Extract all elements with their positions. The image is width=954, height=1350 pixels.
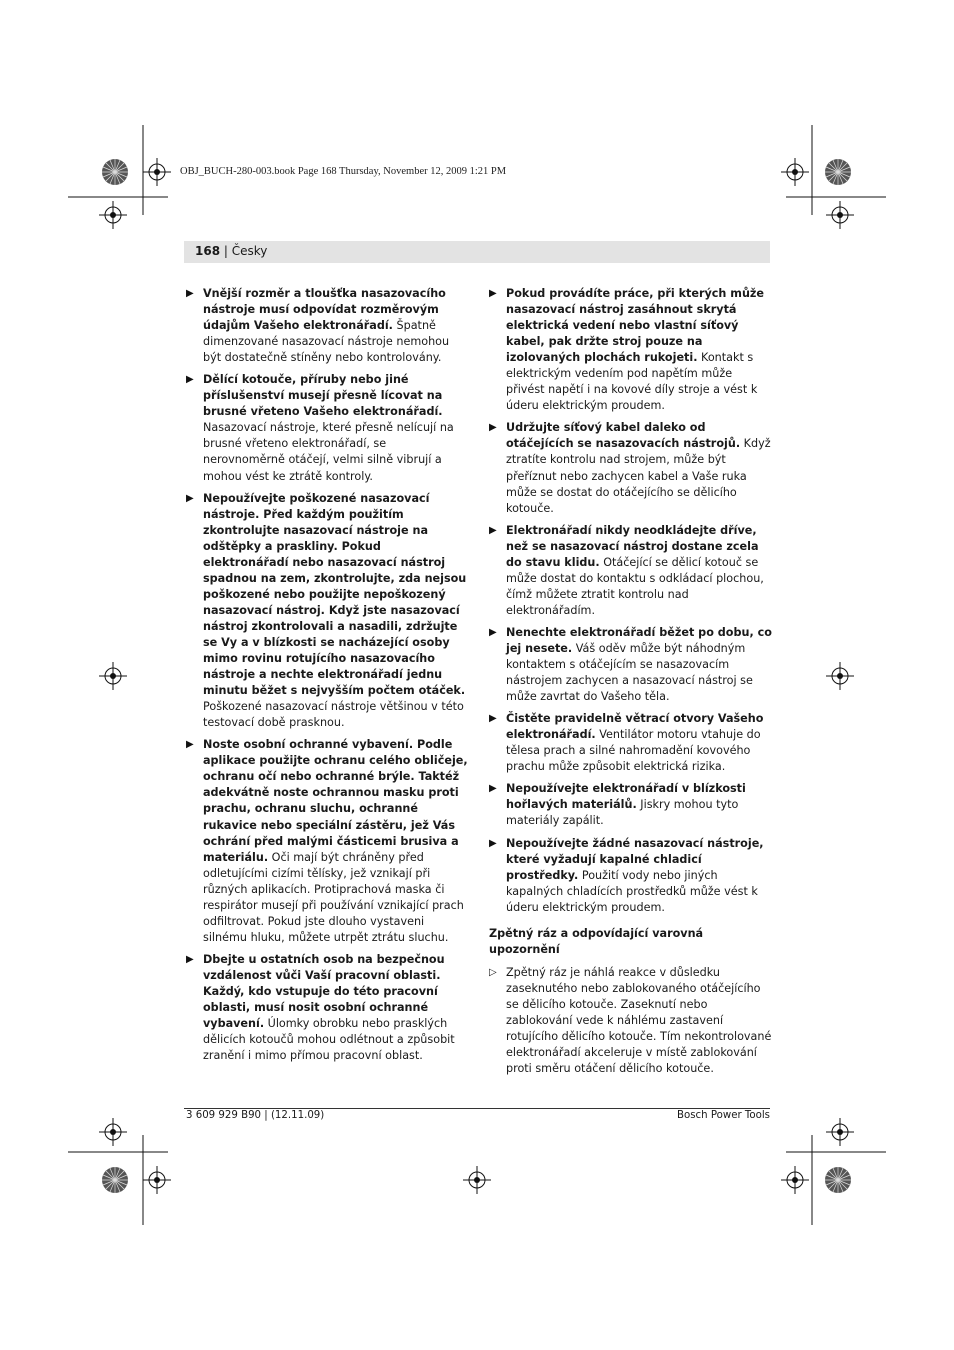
list-item — [186, 952, 468, 1064]
triangle-right-solid-icon: ▶ — [489, 837, 497, 849]
triangle-right-solid-icon: ▶ — [186, 492, 194, 504]
item-bold-text: Čistěte pravidelně větrací otvory Vašeho elektronářadí. — [506, 712, 764, 742]
page-number: 168 — [195, 244, 221, 258]
item-text: Poškozené nasazovací nástroje většinou v této testovací době prasknou. — [203, 700, 464, 730]
item-text: Když ztratíte kontrolu nad strojem, může být přeříznut nebo zachycen kabel a Vaše ruka může se dostat do otáčejícího se dělicího kotouče. — [506, 437, 771, 515]
item-text: Otáčející se dělicí kotouč se může dostat do kontaktu s odkládací plochou, čímž můžete ztratit kontrolu nad elektronářadím. — [506, 555, 764, 617]
triangle-right-solid-icon: ▶ — [186, 953, 194, 965]
triangle-right-solid-icon: ▶ — [489, 626, 497, 638]
crosshair-registration-icon — [99, 201, 127, 229]
list-item — [489, 523, 773, 619]
item-bold-text: Noste osobní ochranné vybavení. Podle aplikace použijte ochranu celého obličeje, ochranu očí nebo ochranné brýle. Taktéž adekvátně noste ochrannou masku proti prachu, ochranu sluchu, ochranné rukavice nebo speciální zástěru, jež Vás ochrání před malými částicemi brusiva a materiálu. — [203, 738, 468, 864]
triangle-right-solid-icon: ▶ — [489, 422, 497, 434]
item-text: Kontakt s elektrickým vedením pod napětím může přivést napětí i na kovové díly stroje a vést k úderu elektrickým proudem. — [506, 351, 758, 413]
list-item — [186, 491, 468, 732]
crosshair-registration-icon — [99, 662, 127, 690]
item-text: Úlomky obrobku nebo prasklých dělicích kotoučů mohou odlétnout a způsobit zranění i mimo přímou pracovní oblast. — [203, 1017, 455, 1063]
item-bold-text: Vnější rozměr a tloušťka nasazovacího nástroje musí odpovídat rozměrovým údajům Vašeho elektronářadí. — [203, 287, 446, 333]
item-text: Zpětný ráz je náhlá reakce v důsledku zaseknutého nebo zablokovaného otáčejícího se dělicího kotouče. Zaseknutí nebo zablokování vede k náhlému zastavení rotujícího dělicího kotouče. Tím nekontrolované elektronářadí akceleruje v místě zablokování proti směru otáčení dělicího kotouče. — [506, 965, 772, 1076]
list-item — [186, 737, 468, 946]
triangle-right-solid-icon: ▶ — [186, 288, 194, 299]
header-language: Česky — [231, 244, 268, 258]
triangle-right-solid-icon: ▶ — [489, 288, 497, 299]
triangle-right-solid-icon: ▶ — [489, 713, 497, 725]
starburst-target-icon — [825, 159, 851, 185]
triangle-right-outline-icon: ▷ — [489, 966, 497, 978]
crosshair-registration-icon — [826, 201, 854, 229]
list-item — [489, 781, 773, 829]
list-item — [186, 372, 468, 484]
list-item — [489, 625, 773, 705]
item-bold-text: Elektronářadí nikdy neodkládejte dříve, než se nasazovací nástroj dostane zcela do stavu klidu. — [506, 523, 759, 569]
starburst-target-icon — [825, 1167, 851, 1193]
item-bold-text: Nenechte elektronářadí běžet po dobu, co jej nesete. — [506, 625, 772, 655]
triangle-right-solid-icon: ▶ — [489, 524, 497, 536]
left-column — [186, 286, 468, 1070]
list-item — [489, 836, 773, 916]
starburst-target-icon — [102, 1167, 128, 1193]
crosshair-registration-icon — [781, 1166, 809, 1194]
starburst-target-icon — [102, 159, 128, 185]
item-bold-text: Dbejte u ostatních osob na bezpečnou vzdálenost vůči Vaší pracovní oblasti. Každý, kdo vstupuje do této pracovní oblasti, musí nosit osobní ochranné vybavení. — [203, 952, 445, 1031]
item-text: Oči mají být chráněny před odletujícími cizími tělísky, jež vznikají při různých aplikacích. Protiprachová maska či respirátor musejí při používání vznikající prach odfiltrovat. Pokud jste dlouho vystaveni silnému hluku, můžete utrpět ztrátu sluchu. — [203, 850, 464, 944]
list-item — [489, 965, 773, 1077]
item-bold-text: Nepoužívejte elektronářadí v blízkosti hořlavých materiálů. — [506, 782, 746, 812]
crosshair-registration-icon — [781, 158, 809, 186]
item-text: Špatně dimenzované nasazovací nástroje nemohou být dostatečně stíněny nebo kontrolovány. — [203, 319, 450, 365]
crosshair-registration-icon — [826, 662, 854, 690]
list-item — [489, 420, 773, 516]
item-text: Váš oděv může být náhodným kontaktem s otáčejícím se nasazovacím nástrojem zachycen a nasazovací nástroj se může zavrtat do Vašeho těla. — [506, 641, 753, 704]
right-column — [489, 286, 773, 1083]
print-info-line: OBJ_BUCH-280-003.book Page 168 Thursday, November 12, 2009 1:21 PM — [180, 166, 507, 177]
footer-brand: Bosch Power Tools — [677, 1110, 770, 1121]
page-header — [184, 241, 770, 263]
triangle-right-solid-icon: ▶ — [489, 783, 497, 795]
crosshair-registration-icon — [826, 1118, 854, 1146]
crosshair-registration-icon — [463, 1166, 491, 1194]
footer-divider — [184, 1108, 770, 1109]
list-item — [489, 711, 773, 775]
crosshair-registration-icon — [143, 1166, 171, 1194]
triangle-right-solid-icon: ▶ — [186, 739, 194, 751]
section-heading: Zpětný ráz a odpovídající varovná upozornění — [489, 926, 704, 956]
crosshair-registration-icon — [143, 158, 171, 186]
item-text: Jiskry mohou tyto materiály zapálit. — [506, 798, 739, 828]
item-bold-text: Nepoužívejte žádné nasazovací nástroje, které vyžadují kapalné chladicí prostředky. — [506, 836, 764, 882]
item-bold-text: Dělící kotouče, příruby nebo jiné příslušenství musejí přesně lícovat na brusné vřeteno Vašeho elektronářadí. — [203, 373, 443, 419]
crosshair-registration-icon — [99, 1118, 127, 1146]
footer-document-code: 3 609 929 B90 | (12.11.09) — [186, 1110, 325, 1121]
list-item — [489, 286, 773, 414]
item-bold-text: Nepoužívejte poškozené nasazovací nástroje. Před každým použitím zkontrolujte nasazovací nástroje na odštěpky a praskliny. Pokud elektronářadí nebo nasazovací nástroj spadnou na zem, zkontrolujte, zda nejsou poškozené nebo použijte nepoškozený nasazovací nástroj. Když jste nasazovací nástroj zkontrolovali a nasadili, zdržujte se Vy a v blízkosti se nacházející osoby mimo rovinu rotujícího nasazovacího nástroje a nechte elektronářadí jednu minutu běžet s nejvyšším počtem otáček. — [203, 491, 467, 698]
list-item — [186, 286, 468, 366]
item-text: Nasazovací nástroje, které přesně nelícují na brusné vřeteno elektronářadí, se nerovnoměrně otáčejí, velmi silně vibrují a mohou vést ke ztrátě kontroly. — [203, 421, 454, 483]
item-bold-text: Udržujte síťový kabel daleko od otáčejících se nasazovacích nástrojů. — [506, 421, 741, 451]
header-text — [195, 244, 267, 258]
triangle-right-solid-icon: ▶ — [186, 374, 194, 386]
item-text: Ventilátor motoru vtahuje do tělesa prach a silné nahromadění kovového prachu může způsobit elektrická rizika. — [506, 728, 761, 774]
header-separator: | — [220, 244, 232, 258]
item-bold-text: Pokud provádíte práce, při kterých může nasazovací nástroj zasáhnout skrytá elektrická vedení nebo vlastní síťový kabel, pak držte stroj pouze na izolovaných plochách rukojeti. — [506, 287, 765, 365]
item-text: Použití vody nebo jiných kapalných chladících prostředků může vést k úderu elektrickým proudem. — [506, 868, 758, 914]
